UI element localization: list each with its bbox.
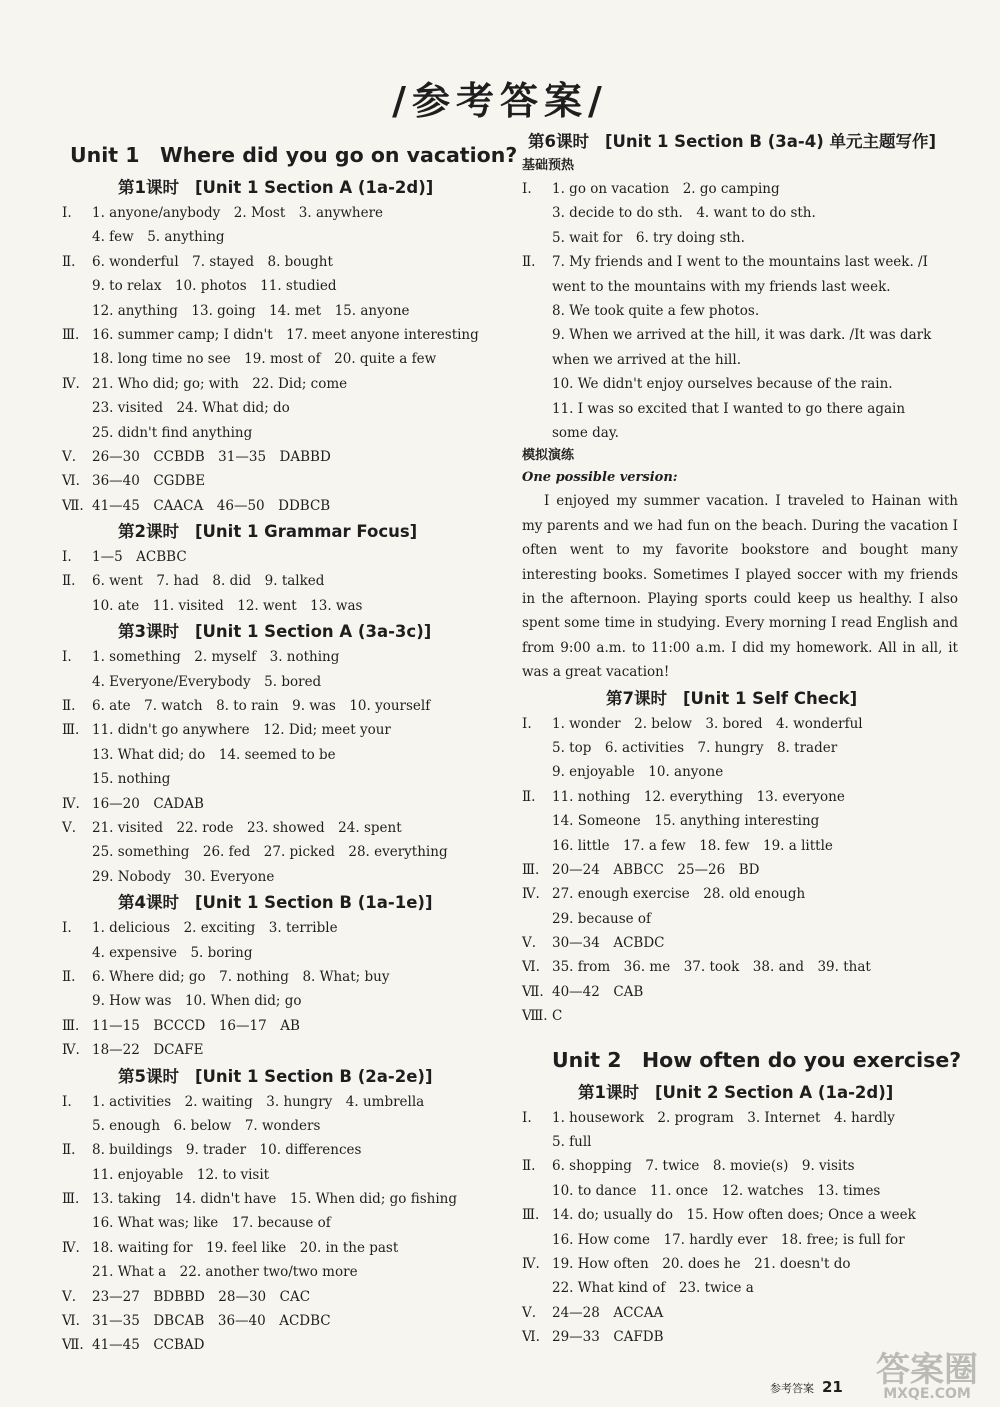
question-group-number: Ⅳ.	[522, 886, 540, 903]
answer-text: 19. How often 20. does he 21. doesn't do	[552, 1255, 851, 1272]
answer-line	[62, 694, 500, 718]
answer-line	[62, 840, 500, 864]
footer-label: 参考答案	[770, 1382, 814, 1395]
question-group-number: Ⅲ.	[62, 326, 80, 343]
answer-text: 29—33 CAFDB	[552, 1329, 664, 1346]
answer-line	[62, 545, 500, 569]
question-group-number: Ⅱ.	[522, 1158, 536, 1175]
lesson-answers	[62, 916, 500, 1062]
answer-text: 31—35 DBCAB 36—40 ACDBC	[92, 1313, 331, 1330]
question-group-number: Ⅱ.	[62, 698, 76, 715]
question-group-number: Ⅳ.	[62, 1239, 80, 1256]
sub-heading-warmup: 基础预热	[522, 158, 575, 173]
question-group-number: Ⅳ.	[62, 1042, 80, 1059]
lesson-6-title	[528, 128, 962, 155]
answer-text: 1. something 2. myself 3. nothing	[92, 649, 340, 666]
answer-line	[62, 941, 500, 965]
lesson-tag: 第5课时	[118, 1066, 179, 1086]
question-group-number: Ⅱ.	[62, 253, 76, 270]
answer-line	[62, 1114, 500, 1138]
answer-text: 41—45 CCBAD	[92, 1337, 205, 1354]
answer-text: went to the mountains with my friends last week.	[552, 278, 891, 295]
answer-line	[62, 670, 500, 694]
answer-line	[62, 1038, 500, 1062]
question-group-number: Ⅱ.	[522, 254, 536, 271]
lesson-name: [Unit 1 Section A (1a-2d)]	[194, 178, 434, 197]
answer-text: 1. housework 2. program 3. Internet 4. hardly	[552, 1109, 895, 1126]
answer-line	[62, 645, 500, 669]
answer-text: 16. little 17. a few 18. few 19. a little	[552, 837, 833, 854]
question-group-number: Ⅵ.	[522, 1329, 540, 1346]
answer-text: 5. top 6. activities 7. hungry 8. trader	[552, 739, 838, 756]
answer-line	[522, 250, 962, 274]
answer-text: 5. enough 6. below 7. wonders	[92, 1117, 321, 1134]
answer-line	[62, 569, 500, 593]
question-group-number: Ⅰ.	[62, 649, 72, 666]
page-footer	[770, 1378, 843, 1396]
answer-line	[522, 1276, 962, 1300]
answer-line	[62, 718, 500, 742]
question-group-number: Ⅷ.	[522, 1008, 548, 1025]
answer-line	[522, 980, 962, 1004]
unit-1-title: Unit 1 Where did you go on vacation?	[70, 143, 518, 167]
answer-line	[522, 736, 962, 760]
answer-line	[522, 1252, 962, 1276]
answer-line	[62, 1260, 500, 1284]
answer-text: 11. enjoyable 12. to visit	[92, 1166, 270, 1183]
question-group-number: Ⅲ.	[522, 1207, 540, 1224]
answer-text: 12. anything 13. going 14. met 15. anyone	[92, 302, 410, 319]
answer-line	[522, 201, 962, 225]
answer-text: 11. didn't go anywhere 12. Did; meet your	[92, 722, 391, 739]
unit-2-lesson-1-answers	[522, 1106, 962, 1350]
sample-essay: I enjoyed my summer vacation. I traveled to Hainan with my parents and we had fun on the beach. During the vacation I often went to my favorite bookstore and bought many interesting books. Sometimes I played soccer with my friends in the afternoon. Playing sports could keep us healthy. I also spent some time in studying. Every morning I read English and from 9:00 a.m. to 11:00 a.m. I did my homework. All in all, it was a great vacation!	[522, 493, 958, 681]
answer-text: 1. delicious 2. exciting 3. terrible	[92, 920, 338, 937]
answer-text: 29. because of	[552, 910, 652, 927]
lesson-tag: 第6课时	[528, 132, 589, 151]
answer-line	[62, 767, 500, 791]
answer-line	[522, 323, 962, 347]
answer-text: 1. anyone/anybody 2. Most 3. anywhere	[92, 205, 384, 221]
lesson-tag: 第3课时	[118, 622, 179, 642]
answer-line	[62, 274, 500, 298]
answer-line	[522, 1130, 962, 1154]
question-group-number: Ⅳ.	[522, 1255, 540, 1272]
lesson-name: [Unit 1 Grammar Focus]	[194, 522, 418, 542]
answer-text: 25. something 26. fed 27. picked 28. everything	[92, 844, 448, 861]
question-group-number: Ⅶ.	[522, 983, 544, 1000]
answer-text: 41—45 CAACA 46—50 DDBCB	[92, 497, 331, 514]
answer-line	[522, 809, 962, 833]
answer-text: 9. enjoyable 10. anyone	[552, 764, 724, 781]
answer-text: 35. from 36. me 37. took 38. and 39. that	[552, 959, 871, 976]
lesson-answers	[62, 1090, 500, 1358]
answer-text: 36—40 CGDBE	[92, 473, 206, 490]
lesson-title	[118, 518, 500, 545]
answer-text: 10. ate 11. visited 12. went 13. was	[92, 597, 363, 614]
watermark-text: 答案圈	[876, 1350, 978, 1390]
lesson-title	[118, 174, 500, 201]
answer-line	[62, 816, 500, 840]
answer-line	[522, 931, 962, 955]
answer-text: 1. go on vacation 2. go camping	[552, 181, 780, 197]
answer-text: 21. visited 22. rode 23. showed 24. spent	[92, 819, 402, 836]
answer-line	[522, 858, 962, 882]
answer-text: 20—24 ABBCC 25—26 BD	[552, 861, 760, 878]
lesson-name: [Unit 1 Section B (2a-2e)]	[194, 1066, 433, 1086]
answer-line	[522, 907, 962, 931]
answer-text: 21. What a 22. another two/two more	[92, 1264, 358, 1281]
lesson-answers	[62, 545, 500, 618]
answer-text: 8. We took quite a few photos.	[552, 302, 760, 319]
answer-line	[62, 865, 500, 889]
question-group-number: Ⅴ.	[62, 448, 77, 465]
answer-text: 16. What was; like 17. because of	[92, 1215, 331, 1232]
lesson-tag: 第4课时	[118, 893, 179, 913]
answer-text: 23. visited 24. What did; do	[92, 400, 290, 417]
answer-line	[62, 1090, 500, 1114]
question-group-number: Ⅴ.	[522, 935, 537, 952]
answer-line	[62, 323, 500, 347]
answer-text: 24—28 ACCAA	[552, 1304, 664, 1321]
answer-line	[62, 1014, 500, 1038]
answer-line	[62, 1236, 500, 1260]
answer-text: 26—30 CCBDB 31—35 DABBD	[92, 448, 331, 465]
answer-text: 6. wonderful 7. stayed 8. bought	[92, 253, 333, 270]
answer-text: 5. full	[552, 1134, 592, 1151]
answer-line	[62, 989, 500, 1013]
answer-text: 9. How was 10. When did; go	[92, 993, 302, 1010]
answer-text: 8. buildings 9. trader 10. differences	[92, 1142, 362, 1159]
watermark-url: MXQE.COM	[883, 1386, 971, 1402]
answer-text: 40—42 CAB	[552, 983, 644, 1000]
answer-line	[522, 1228, 962, 1252]
question-group-number: Ⅲ.	[522, 861, 540, 878]
answer-line	[522, 397, 962, 421]
answer-line	[522, 1179, 962, 1203]
answer-line	[62, 201, 500, 225]
answer-line	[62, 792, 500, 816]
answer-text: 7. My friends and I went to the mountains last week. /I	[552, 254, 928, 271]
answer-line	[62, 1309, 500, 1333]
answer-line	[522, 421, 962, 445]
question-group-number: Ⅰ.	[62, 549, 72, 566]
question-group-number: Ⅰ.	[62, 920, 72, 937]
answer-text: 25. didn't find anything	[92, 424, 253, 441]
lesson-title	[118, 618, 500, 645]
answer-text: 15. nothing	[92, 771, 171, 788]
lesson-tag: 第1课时	[578, 1082, 639, 1102]
answer-text: 14. do; usually do 15. How often does; Once a week	[552, 1207, 916, 1224]
answer-line	[62, 299, 500, 323]
answer-text: 11—15 BCCCD 16—17 AB	[92, 1017, 300, 1034]
question-group-number: Ⅱ.	[62, 1142, 76, 1159]
answer-text: 4. expensive 5. boring	[92, 944, 253, 961]
version-label: One possible version:	[522, 470, 678, 486]
answer-text: some day.	[552, 424, 619, 441]
answer-text: 21. Who did; go; with 22. Did; come	[92, 375, 348, 392]
answer-line	[62, 421, 500, 445]
answer-line	[522, 785, 962, 809]
lesson-tag: 第2课时	[118, 522, 179, 542]
answer-text: 11. I was so excited that I wanted to go there again	[552, 400, 906, 417]
answer-text: 1—5 ACBBC	[92, 549, 187, 566]
answer-text: 13. What did; do 14. seemed to be	[92, 746, 336, 763]
lesson-answers	[62, 201, 500, 518]
lesson-title	[118, 1063, 500, 1090]
unit-2-lesson-1-title	[578, 1079, 962, 1106]
answer-text: 18. waiting for 19. feel like 20. in the past	[92, 1239, 399, 1256]
answer-text: 1. activities 2. waiting 3. hungry 4. umbrella	[92, 1093, 425, 1110]
question-group-number: Ⅶ.	[62, 497, 84, 514]
answer-line	[62, 250, 500, 274]
page-number: 21	[822, 1378, 843, 1396]
answer-line	[62, 372, 500, 396]
left-lessons	[62, 174, 500, 1358]
answer-line	[62, 594, 500, 618]
answer-text: 10. We didn't enjoy ourselves because of the rain.	[552, 376, 893, 393]
answer-line	[522, 760, 962, 784]
answer-line	[522, 882, 962, 906]
answer-line	[62, 743, 500, 767]
answer-text: 9. When we arrived at the hill, it was dark. /It was dark	[552, 327, 932, 344]
answer-line	[522, 1106, 962, 1130]
answer-text: 5. wait for 6. try doing sth.	[552, 229, 745, 246]
answer-line	[522, 834, 962, 858]
question-group-number: Ⅵ.	[62, 473, 80, 490]
question-group-number: Ⅰ.	[522, 181, 532, 197]
lesson-name: [Unit 1 Self Check]	[682, 688, 858, 708]
lesson-7-title	[606, 685, 962, 712]
answer-line	[522, 299, 962, 323]
answer-line	[62, 1211, 500, 1235]
answer-line	[62, 225, 500, 249]
answer-line	[522, 177, 962, 201]
answer-text: 23—27 BDBBD 28—30 CAC	[92, 1288, 311, 1305]
answer-text: 16. How come 17. hardly ever 18. free; is full for	[552, 1231, 905, 1248]
answer-line	[62, 1138, 500, 1162]
answer-text: C	[552, 1008, 563, 1025]
answer-text: 22. What kind of 23. twice a	[552, 1280, 754, 1297]
answer-line	[62, 1187, 500, 1211]
answer-line	[522, 1004, 962, 1028]
question-group-number: Ⅴ.	[522, 1304, 537, 1321]
lesson-name: [Unit 2 Section A (1a-2d)]	[654, 1082, 894, 1102]
question-group-number: Ⅲ.	[62, 1017, 80, 1034]
answer-text: 29. Nobody 30. Everyone	[92, 868, 275, 885]
answer-line	[522, 1301, 962, 1325]
answer-line	[62, 1333, 500, 1357]
answer-line	[522, 712, 962, 736]
question-group-number: Ⅴ.	[62, 819, 77, 836]
answer-text: 10. to dance 11. once 12. watches 13. times	[552, 1182, 881, 1199]
question-group-number: Ⅲ.	[62, 722, 80, 739]
answer-text: 6. ate 7. watch 8. to rain 9. was 10. yourself	[92, 698, 431, 715]
lesson-6-answers	[522, 177, 962, 445]
question-group-number: Ⅱ.	[522, 788, 536, 805]
lesson-name: [Unit 1 Section B (3a-4) 单元主题写作]	[604, 132, 937, 151]
answer-text: 18. long time no see 19. most of 20. quite a few	[92, 351, 437, 368]
question-group-number: Ⅰ.	[522, 1109, 532, 1126]
answer-line	[522, 275, 962, 299]
answer-line	[522, 955, 962, 979]
question-group-number: Ⅶ.	[62, 1337, 84, 1354]
answer-line	[522, 348, 962, 372]
answer-text: 4. few 5. anything	[92, 229, 225, 246]
answer-text: 6. went 7. had 8. did 9. talked	[92, 573, 325, 590]
answer-text: 16. summer camp; I didn't 17. meet anyone interesting	[92, 326, 479, 343]
answer-line	[62, 1285, 500, 1309]
answer-text: 4. Everyone/Everybody 5. bored	[92, 673, 322, 690]
answer-line	[62, 396, 500, 420]
answer-line	[62, 494, 500, 518]
lesson-answers	[62, 645, 500, 889]
lesson-name: [Unit 1 Section B (1a-1e)]	[194, 893, 433, 913]
question-group-number: Ⅰ.	[62, 205, 72, 221]
question-group-number: Ⅰ.	[522, 715, 532, 732]
answer-line	[522, 372, 962, 396]
left-column	[62, 128, 518, 1358]
answer-line	[62, 469, 500, 493]
answer-text: 1. wonder 2. below 3. bored 4. wonderful	[552, 715, 863, 732]
sub-heading-practice: 模拟演练	[522, 448, 575, 464]
answer-line	[62, 965, 500, 989]
right-column	[522, 128, 962, 1350]
question-group-number: Ⅴ.	[62, 1288, 77, 1305]
answer-line	[522, 1325, 962, 1349]
answer-text: 6. Where did; go 7. nothing 8. What; buy	[92, 968, 390, 985]
lesson-tag: 第1课时	[118, 178, 179, 197]
page-title: /参考答案/	[392, 79, 608, 123]
question-group-number: Ⅵ.	[522, 959, 540, 976]
answer-text: 16—20 CADAB	[92, 795, 204, 812]
answer-text: when we arrived at the hill.	[552, 351, 741, 368]
lesson-name: [Unit 1 Section A (3a-3c)]	[194, 622, 432, 642]
answer-line	[62, 916, 500, 940]
question-group-number: Ⅱ.	[62, 968, 76, 985]
answer-text: 11. nothing 12. everything 13. everyone	[552, 788, 845, 805]
answer-text: 18—22 DCAFE	[92, 1042, 204, 1059]
answer-text: 3. decide to do sth. 4. want to do sth.	[552, 205, 816, 222]
answer-line	[62, 445, 500, 469]
answer-text: 9. to relax 10. photos 11. studied	[92, 278, 337, 295]
lesson-title	[118, 889, 500, 916]
question-group-number: Ⅵ.	[62, 1313, 80, 1330]
question-group-number: Ⅳ.	[62, 795, 80, 812]
answer-line	[522, 1154, 962, 1178]
answer-line	[62, 1163, 500, 1187]
lesson-7-answers	[522, 712, 962, 1029]
answer-text: 6. shopping 7. twice 8. movie(s) 9. visits	[552, 1158, 855, 1175]
answer-line	[62, 347, 500, 371]
question-group-number: Ⅰ.	[62, 1093, 72, 1110]
answer-text: 13. taking 14. didn't have 15. When did; go fishing	[92, 1191, 458, 1208]
unit-2-title: Unit 2 How often do you exercise?	[552, 1047, 962, 1072]
answer-line	[522, 226, 962, 250]
question-group-number: Ⅲ.	[62, 1191, 80, 1208]
question-group-number: Ⅳ.	[62, 375, 80, 392]
watermark-logo	[876, 1350, 978, 1402]
answer-text: 27. enough exercise 28. old enough	[552, 886, 806, 903]
answer-line	[522, 1203, 962, 1227]
answer-text: 30—34 ACBDC	[552, 935, 665, 952]
question-group-number: Ⅱ.	[62, 573, 76, 590]
lesson-tag: 第7课时	[606, 688, 667, 708]
answer-text: 14. Someone 15. anything interesting	[552, 813, 820, 830]
